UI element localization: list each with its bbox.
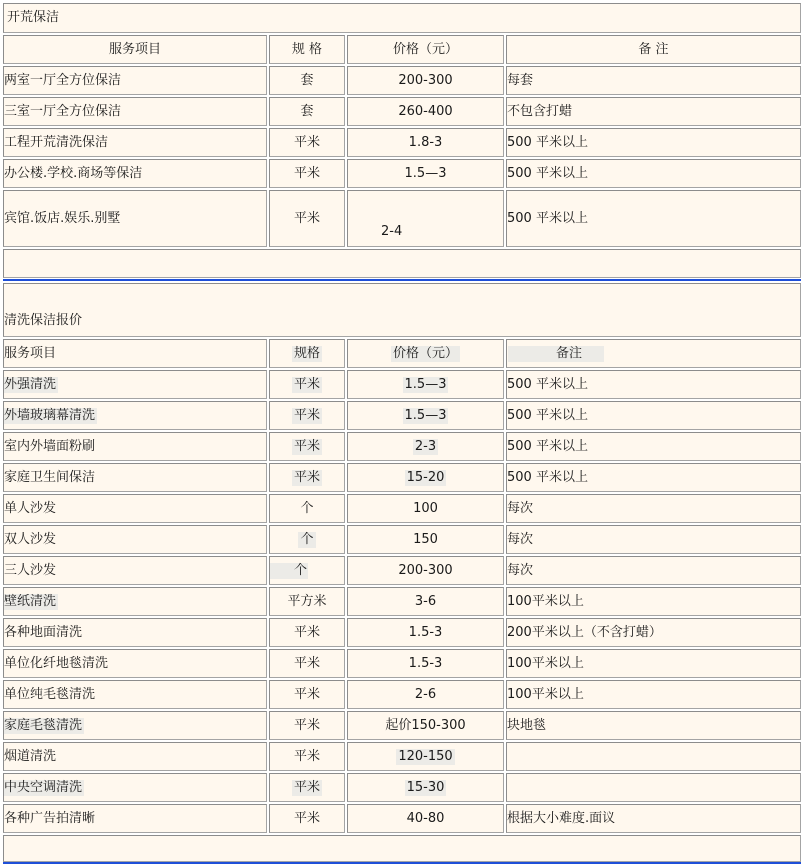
service-name: 单位化纤地毯清洗	[3, 649, 267, 678]
service-name: 家庭卫生间保洁	[3, 463, 267, 492]
service-name: 工程开荒清洗保洁	[3, 128, 267, 157]
service-price: 3-6	[347, 587, 504, 616]
deep-cleaning-price-table	[3, 3, 801, 278]
service-spec: 平米	[293, 438, 320, 454]
service-spec-cell	[269, 525, 345, 554]
service-note-empty	[506, 742, 801, 771]
service-spec: 平米	[269, 649, 345, 678]
service-price: 200-300	[347, 66, 504, 95]
service-spec: 平米	[293, 779, 320, 795]
service-note: 500 平米以上	[506, 190, 801, 247]
section-title: 清洗保洁报价	[3, 283, 801, 337]
service-name: 外强清洗	[4, 376, 57, 392]
service-note: 每次	[506, 494, 801, 523]
service-price: 15-20	[406, 469, 445, 485]
service-price-cell	[347, 773, 504, 802]
service-name: 三室一厅全方位保洁	[3, 97, 267, 126]
service-price: 起价150-300	[347, 711, 504, 740]
column-header-service: 服务项目	[3, 339, 267, 368]
service-note: 每次	[506, 556, 801, 585]
service-name: 中央空调清洗	[4, 779, 83, 795]
service-price-cell	[347, 370, 504, 399]
service-spec: 平米	[269, 680, 345, 709]
service-name: 外墙玻璃幕清洗	[4, 407, 96, 423]
service-note: 500 平米以上	[506, 159, 801, 188]
service-spec: 平米	[293, 376, 320, 392]
service-price: 200-300	[347, 556, 504, 585]
service-spec: 个	[269, 494, 345, 523]
service-name: 各种广告拍清晰	[3, 804, 267, 833]
column-header-note: 备 注	[506, 35, 801, 64]
column-header-price: 价格（元）	[347, 35, 504, 64]
service-spec: 平米	[269, 711, 345, 740]
service-note: 500 平米以上	[506, 128, 801, 157]
service-price: 120-150	[398, 748, 453, 764]
column-header-price-cell	[347, 339, 504, 368]
service-price-cell	[347, 401, 504, 430]
service-note: 500 平米以上	[506, 432, 801, 461]
service-spec: 平米	[269, 742, 345, 771]
service-name: 双人沙发	[3, 525, 267, 554]
service-name: 宾馆.饭店.娱乐.别墅	[3, 190, 267, 247]
service-name: 单位纯毛毯清洗	[3, 680, 267, 709]
service-note: 200平米以上（不含打蜡）	[506, 618, 801, 647]
service-spec: 平米	[269, 618, 345, 647]
service-name: 三人沙发	[3, 556, 267, 585]
service-price: 1.8-3	[347, 128, 504, 157]
service-price: 1.5—3	[404, 376, 447, 392]
service-name: 壁纸清洗	[4, 593, 57, 609]
spacer-row	[3, 835, 801, 862]
service-note: 500 平米以上	[506, 370, 801, 399]
service-name-cell	[3, 587, 267, 616]
service-price: 1.5-3	[347, 649, 504, 678]
service-spec-cell	[269, 370, 345, 399]
service-spec-cell	[269, 463, 345, 492]
service-note: 根据大小难度.面议	[506, 804, 801, 833]
section-divider	[3, 279, 801, 281]
service-price: 1.5—3	[404, 407, 447, 423]
service-spec: 个	[300, 531, 314, 547]
column-header-note: 备注	[508, 346, 604, 362]
service-name-cell	[3, 401, 267, 430]
service-spec: 平米	[269, 128, 345, 157]
service-spec: 套	[269, 66, 345, 95]
service-note: 不包含打蜡	[506, 97, 801, 126]
service-note: 每套	[506, 66, 801, 95]
service-price: 15-30	[406, 779, 445, 795]
service-price: 40-80	[347, 804, 504, 833]
service-price: 260-400	[347, 97, 504, 126]
service-note: 块地毯	[506, 711, 801, 740]
service-name: 各种地面清洗	[3, 618, 267, 647]
section-divider	[3, 862, 801, 864]
service-note: 每次	[506, 525, 801, 554]
service-spec-cell	[269, 432, 345, 461]
service-price-cell	[347, 463, 504, 492]
column-header-spec-cell	[269, 339, 345, 368]
service-spec: 个	[270, 563, 308, 579]
column-header-service: 服务项目	[3, 35, 267, 64]
service-spec: 平米	[269, 159, 345, 188]
service-spec: 套	[269, 97, 345, 126]
service-spec: 平米	[269, 190, 345, 247]
service-note-empty	[506, 773, 801, 802]
service-price: 100	[347, 494, 504, 523]
service-name-cell	[3, 370, 267, 399]
service-name: 单人沙发	[3, 494, 267, 523]
service-price: 2-3	[414, 438, 437, 454]
service-price: 2-6	[347, 680, 504, 709]
service-spec-cell	[269, 556, 345, 585]
spacer-row	[3, 249, 801, 278]
service-price: 150	[347, 525, 504, 554]
service-name: 家庭毛毯清洗	[4, 717, 83, 733]
service-name: 办公楼.学校.商场等保洁	[3, 159, 267, 188]
service-price: 2-4	[347, 190, 504, 247]
service-price: 1.5-3	[347, 618, 504, 647]
service-name: 室内外墙面粉刷	[3, 432, 267, 461]
service-spec: 平米	[293, 407, 320, 423]
service-price: 1.5—3	[347, 159, 504, 188]
column-header-spec: 规 格	[269, 35, 345, 64]
service-note: 500 平米以上	[506, 463, 801, 492]
column-header-price: 价格（元）	[392, 345, 458, 361]
section-title: 开荒保洁	[3, 3, 801, 33]
service-name-cell	[3, 773, 267, 802]
service-spec: 平方米	[269, 587, 345, 616]
service-spec-cell	[269, 401, 345, 430]
service-note: 100平米以上	[506, 680, 801, 709]
column-header-note-cell	[506, 339, 801, 368]
service-price-cell	[347, 742, 504, 771]
service-price-cell	[347, 432, 504, 461]
service-name-cell	[3, 711, 267, 740]
service-spec-cell	[269, 773, 345, 802]
service-note: 100平米以上	[506, 587, 801, 616]
column-header-spec: 规格	[293, 345, 320, 361]
service-note: 100平米以上	[506, 649, 801, 678]
service-note: 500 平米以上	[506, 401, 801, 430]
service-name: 两室一厅全方位保洁	[3, 66, 267, 95]
cleaning-quote-table	[3, 283, 801, 862]
service-spec: 平米	[293, 469, 320, 485]
service-spec: 平米	[269, 804, 345, 833]
service-name: 烟道清洗	[3, 742, 267, 771]
